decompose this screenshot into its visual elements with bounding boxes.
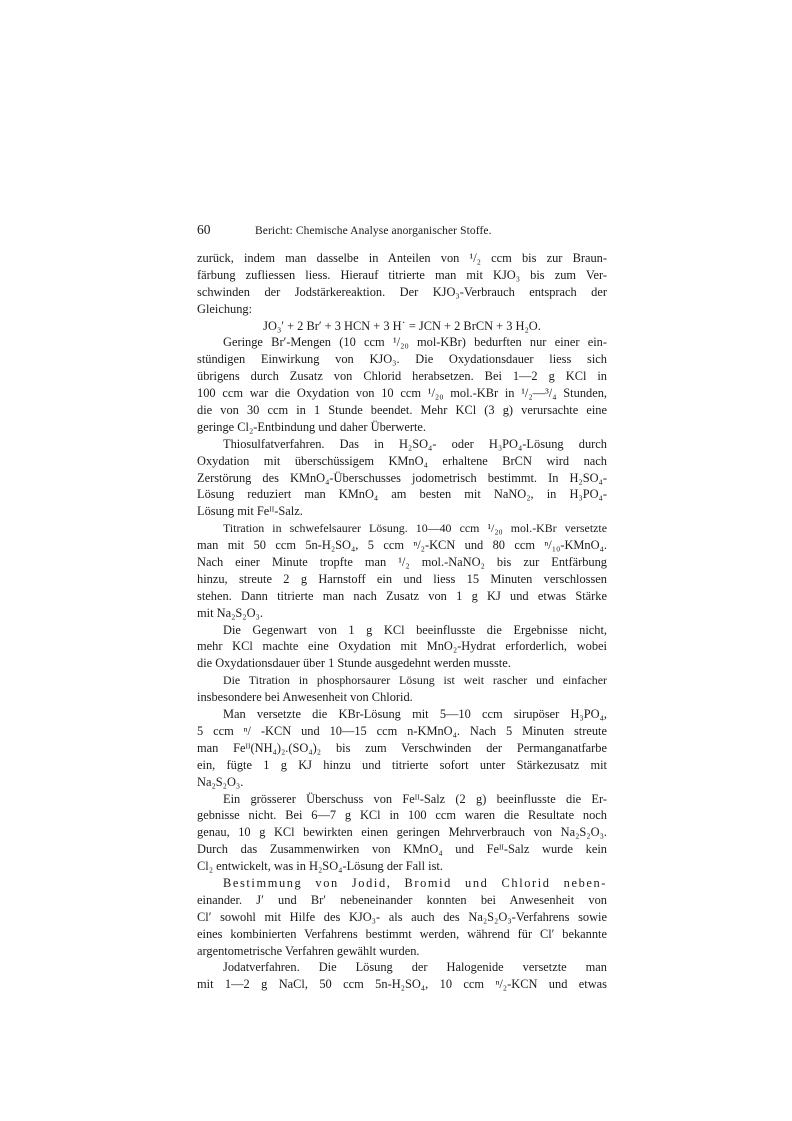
text-line: Zerstörung des KMnO₄-Überschusses jodometrisch bestimmt. In H₂SO₄- bbox=[197, 470, 607, 485]
text-line: Cl′ sowohl mit Hilfe des KJO₃- als auch des Na₂S₂O₃-Verfahrens sowie bbox=[197, 909, 607, 924]
text-line: färbung zufliessen liess. Hierauf titrierte man mit KJO₃ bis zum Ver- bbox=[197, 267, 607, 282]
text-line: Titration in schwefelsaurer Lösung. 10—40 ccm ¹/₂₀ mol.-KBr versetzte bbox=[223, 521, 607, 536]
text-line: einander. J′ und Br′ nebeneinander konnten bei Anwesenheit von bbox=[197, 892, 607, 907]
text-line: 100 ccm war die Oxydation von 10 ccm ¹/₂₀ mol.-KBr in ¹/₂—³/₄ Stunden, bbox=[197, 386, 607, 401]
text-line: mit Na₂S₂O₃. bbox=[197, 605, 263, 620]
text-line: Lösung reduziert man KMnO₄ am besten mit NaNO₂, in H₃PO₄- bbox=[197, 487, 607, 502]
text-line: Bestimmung von Jodid, Bromid und Chlorid neben- bbox=[223, 875, 607, 890]
text-line: Oxydation mit überschüssigem KMnO₄ erhaltene BrCN wird nach bbox=[197, 453, 607, 468]
text-line: Die Titration in phosphorsaurer Lösung ist weit rascher und einfacher bbox=[223, 673, 607, 688]
page-number: 60 bbox=[197, 222, 211, 237]
text-line: Cl₂ entwickelt, was in H₂SO₄-Lösung der Fall ist. bbox=[197, 859, 443, 874]
text-line: man Feᴵᴵ(NH₄)₂.(SO₄)₂ bis zum Verschwinden der Permanganatfarbe bbox=[197, 740, 607, 755]
text-line: Jodatverfahren. Die Lösung der Halogenide versetzte man bbox=[223, 960, 607, 975]
running-head: Bericht: Chemische Analyse anorganischer Stoffe. bbox=[255, 225, 492, 237]
text-line: die von 30 ccm in 1 Stunde beendet. Mehr KCl (3 g) verursachte eine bbox=[197, 403, 607, 418]
text-line: Man versetzte die KBr-Lösung mit 5—10 ccm sirupöser H₃PO₄, bbox=[223, 707, 607, 722]
text-line: JO₃′ + 2 Br′ + 3 HCN + 3 H˙ = JCN + 2 BrCN + 3 H₂O. bbox=[263, 318, 541, 333]
text-line: schwinden der Jodstärkereaktion. Der KJO₃-Verbrauch entsprach der bbox=[197, 284, 607, 299]
body-text bbox=[197, 250, 607, 993]
text-line: geringe Cl₂-Entbindung und daher Überwerte. bbox=[197, 419, 427, 434]
text-line: man mit 50 ccm 5n-H₂SO₄, 5 ccm ⁿ/₂-KCN und 80 ccm ⁿ/₁₀-KMnO₄. bbox=[197, 538, 607, 553]
book-page bbox=[197, 222, 607, 993]
text-line: argentometrische Verfahren gewählt wurden. bbox=[197, 943, 420, 958]
text-line: Lösung mit Feᴵᴵ-Salz. bbox=[197, 504, 303, 519]
text-line: Durch das Zusammenwirken von KMnO₄ und Feᴵᴵ-Salz wurde kein bbox=[197, 842, 607, 857]
text-line: Thiosulfatverfahren. Das in H₂SO₄- oder H₃PO₄-Lösung durch bbox=[223, 436, 607, 451]
text-line: insbesondere bei Anwesenheit von Chlorid. bbox=[197, 690, 413, 705]
text-line: mit 1—2 g NaCl, 50 ccm 5n-H₂SO₄, 10 ccm ⁿ/₂-KCN und etwas bbox=[197, 977, 607, 992]
text-line: Nach einer Minute tropfte man ¹/₂ mol.-NaNO₂ bis zur Entfärbung bbox=[197, 555, 607, 570]
text-line: zurück, indem man dasselbe in Anteilen von ¹/₂ ccm bis zur Braun- bbox=[197, 251, 607, 265]
text-line: genau, 10 g KCl bewirkten einen geringen Mehrverbrauch von Na₂S₂O₃. bbox=[197, 825, 607, 840]
text-line: gebnisse nicht. Bei 6—7 g KCl in 100 ccm waren die Resultate noch bbox=[197, 808, 607, 823]
text-line: Die Gegenwart von 1 g KCl beeinflusste die Ergebnisse nicht, bbox=[223, 622, 607, 637]
page-header bbox=[197, 222, 607, 240]
text-line: ein, fügte 1 g KJ hinzu und titrierte sofort unter Stärkezusatz mit bbox=[197, 757, 607, 772]
text-line: Na₂S₂O₃. bbox=[197, 774, 244, 789]
text-line: die Oxydationsdauer über 1 Stunde ausgedehnt werden musste. bbox=[197, 656, 511, 671]
text-line: mehr KCl machte eine Oxydation mit MnO₂-Hydrat erforderlich, wobei bbox=[197, 639, 607, 654]
text-line: eines kombinierten Verfahrens bestimmt werden, während für Cl′ bekannte bbox=[197, 926, 607, 941]
text-line: hinzu, streute 2 g Harnstoff ein und liess 15 Minuten verschlossen bbox=[197, 571, 607, 586]
text-line: stündigen Einwirkung von KJO₃. Die Oxydationsdauer liess sich bbox=[197, 352, 607, 367]
text-line: Gleichung: bbox=[197, 301, 253, 316]
text-line: Ein grösserer Überschuss von Feᴵᴵ-Salz (2 g) beeinflusste die Er- bbox=[223, 791, 607, 806]
text-line: übrigens durch Zusatz von Chlorid herabsetzen. Bei 1—2 g KCl in bbox=[197, 369, 607, 384]
text-line: stehen. Dann titrierte man nach Zusatz von 1 g KJ und etwas Stärke bbox=[197, 588, 607, 603]
text-line: 5 ccm ⁿ/ -KCN und 10—15 ccm n-KMnO₄. Nach 5 Minuten streute bbox=[197, 723, 607, 738]
text-line: Geringe Br′-Mengen (10 ccm ¹/₂₀ mol-KBr) bedurften nur einer ein- bbox=[223, 335, 607, 350]
